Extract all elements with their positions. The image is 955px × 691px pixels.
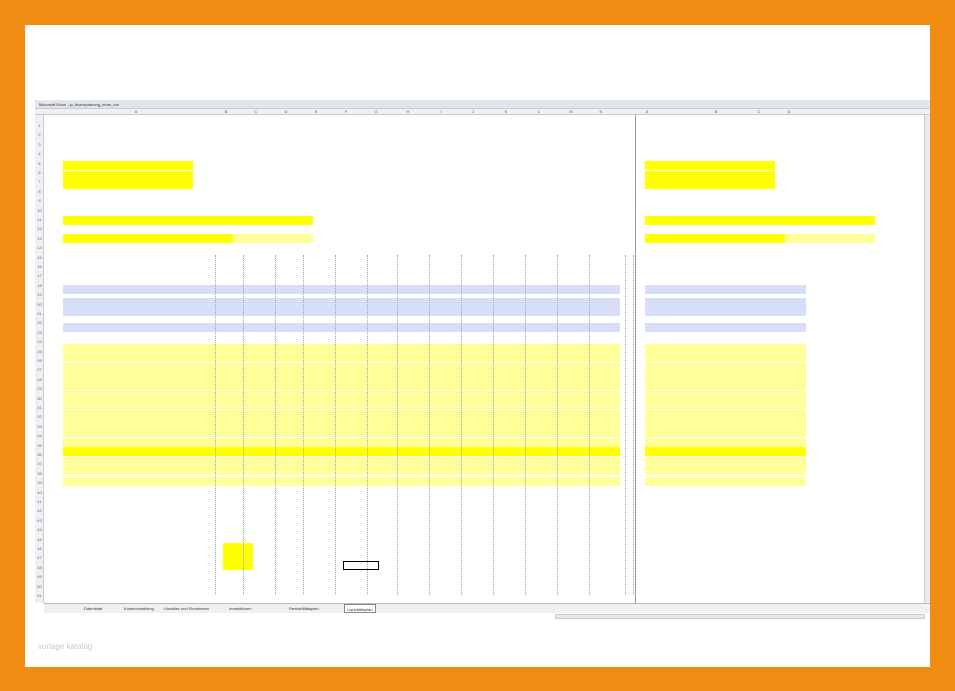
column-header[interactable]: N	[599, 109, 603, 114]
row-header[interactable]: 6	[38, 170, 41, 175]
column-header[interactable]: F	[344, 109, 348, 114]
einzahlung-row-band	[63, 298, 620, 307]
row-header[interactable]: 34	[37, 433, 42, 439]
grid-line	[625, 255, 626, 595]
auszahlung-row-band	[645, 438, 806, 447]
vst-period-input	[233, 234, 313, 243]
grid-line	[493, 255, 494, 595]
einzahlungen-band	[645, 285, 806, 294]
grid-line	[243, 255, 244, 595]
row-header[interactable]: 17	[37, 273, 42, 279]
auszahlung-row-band	[645, 428, 806, 437]
einzahlung-row-band	[645, 298, 806, 307]
row-header[interactable]: 31	[37, 405, 42, 410]
grid-line	[461, 255, 462, 595]
horizontal-scrollbar[interactable]	[555, 614, 925, 619]
column-header[interactable]: G	[374, 109, 378, 114]
auszahlung-row-band	[63, 391, 620, 400]
column-header[interactable]: A	[645, 109, 649, 114]
auszahlung-row-band	[645, 353, 806, 362]
auszahlung-row-band	[63, 447, 620, 456]
row-header[interactable]: 14	[37, 245, 42, 251]
row-header[interactable]: 49	[37, 574, 42, 580]
row-header[interactable]: 16	[37, 264, 42, 269]
grid-line	[525, 255, 526, 595]
row-header[interactable]: 28	[37, 376, 42, 382]
row-header[interactable]: 13	[37, 235, 42, 241]
summe-auszahlungen-band	[63, 477, 620, 486]
row-header[interactable]: 21	[37, 311, 42, 316]
auszahlung-row-band	[645, 381, 806, 390]
column-headers	[35, 109, 930, 115]
auszahlung-row-band	[645, 372, 806, 381]
row-header[interactable]: 51	[37, 593, 42, 598]
vst-period-input	[785, 234, 875, 243]
row-header[interactable]: 36	[37, 452, 42, 457]
grid-line	[429, 255, 430, 595]
row-header[interactable]: 20	[37, 301, 42, 307]
column-header[interactable]: I	[440, 109, 442, 114]
auszahlungen-band	[63, 344, 620, 353]
auszahlung-row-band	[63, 372, 620, 381]
row-header[interactable]: 8	[38, 188, 41, 194]
row-header[interactable]: 11	[37, 217, 42, 222]
ust-period-input	[785, 216, 875, 225]
sheet-tabs	[44, 603, 930, 613]
assumption-input-cell	[645, 171, 775, 180]
selected-cell[interactable]	[343, 561, 379, 570]
summe-auszahlungen-band	[645, 477, 806, 486]
auszahlungen-band	[645, 344, 806, 353]
row-header[interactable]: 3	[38, 141, 41, 147]
summe-einzahlungen-band	[645, 323, 806, 332]
sheet-tab-0[interactable]: Datenblatt	[84, 606, 103, 611]
vst-input	[63, 234, 233, 243]
row-header[interactable]: 18	[37, 282, 42, 288]
einzahlung-row-band	[63, 307, 620, 316]
row-headers	[35, 115, 44, 603]
row-header[interactable]: 43	[37, 517, 42, 523]
grid-line	[303, 255, 304, 595]
spreadsheet-window	[35, 100, 930, 640]
column-header[interactable]: B	[714, 109, 718, 114]
row-header[interactable]: 45	[37, 536, 42, 542]
auszahlung-row-band	[63, 457, 620, 466]
sheet-tab-1[interactable]: Kostenverteilung	[124, 606, 154, 611]
extra-input	[223, 561, 253, 570]
einzahlung-row-band	[645, 307, 806, 316]
row-header[interactable]: 44	[37, 527, 42, 533]
assumption-input-cell	[645, 161, 775, 170]
column-header[interactable]: B	[224, 109, 228, 114]
row-header[interactable]: 4	[38, 151, 41, 157]
auszahlung-row-band	[63, 363, 620, 372]
grid-line	[589, 255, 590, 595]
vst-input	[645, 234, 785, 243]
row-header[interactable]: 32	[37, 414, 42, 420]
summe-einzahlungen-band	[63, 323, 620, 332]
grid-line	[557, 255, 558, 595]
row-header[interactable]: 40	[37, 489, 42, 495]
auszahlung-row-band	[645, 391, 806, 400]
row-header[interactable]: 23	[37, 329, 42, 335]
sheet-tab-2[interactable]: Umsätze und Einnahmen	[164, 606, 209, 611]
ust-period-input	[233, 216, 313, 225]
row-header[interactable]: 37	[37, 461, 42, 467]
row-header[interactable]: 15	[37, 254, 42, 260]
watermark: vorlage katalog	[38, 642, 93, 651]
auszahlung-row-band	[63, 353, 620, 362]
row-header[interactable]: 35	[37, 442, 42, 448]
column-header[interactable]: C	[254, 109, 258, 114]
auszahlung-row-band	[645, 400, 806, 409]
vertical-scrollbar[interactable]	[924, 115, 930, 603]
row-header[interactable]: 27	[37, 367, 42, 373]
row-header[interactable]: 48	[37, 564, 42, 570]
row-header[interactable]: 22	[37, 320, 42, 326]
row-header[interactable]: 38	[37, 470, 42, 476]
grid-line	[275, 255, 276, 595]
row-header[interactable]: 2	[38, 132, 41, 138]
auszahlung-row-band	[63, 419, 620, 428]
auszahlung-row-band	[645, 447, 806, 456]
row-header[interactable]: 46	[37, 546, 42, 551]
auszahlung-row-band	[63, 410, 620, 419]
auszahlung-row-band	[645, 410, 806, 419]
grid-line	[215, 255, 216, 595]
sheet-tab-3[interactable]: Investitionen	[229, 606, 252, 611]
column-header[interactable]: D	[284, 109, 288, 114]
auszahlung-row-band	[63, 466, 620, 475]
row-header[interactable]: 5	[38, 160, 41, 166]
split-line	[635, 115, 636, 603]
grid-line	[335, 255, 336, 595]
grid-line	[633, 255, 634, 595]
column-header[interactable]: A	[134, 109, 138, 114]
row-header[interactable]: 47	[37, 555, 42, 561]
extra-input	[223, 552, 253, 561]
row-header[interactable]: 9	[38, 198, 41, 204]
row-header[interactable]: 41	[37, 499, 42, 504]
auszahlung-row-band	[63, 428, 620, 437]
auszahlung-row-band	[645, 419, 806, 428]
column-header[interactable]: M	[569, 109, 573, 114]
row-header[interactable]: 33	[37, 423, 42, 429]
column-header[interactable]: H	[406, 109, 410, 114]
grid-line	[367, 255, 368, 595]
sheet-tab-4[interactable]: Rentabilitätsplan	[289, 606, 319, 611]
auszahlung-row-band	[645, 457, 806, 466]
row-header[interactable]: 42	[37, 508, 42, 514]
row-header[interactable]: 26	[37, 358, 42, 363]
einzahlungen-band	[63, 285, 620, 294]
column-header[interactable]: K	[504, 109, 508, 114]
row-header[interactable]: 7	[38, 179, 41, 185]
auszahlung-row-band	[63, 381, 620, 390]
row-header[interactable]: 29	[37, 386, 42, 392]
sheet-tab-5[interactable]: Liquiditätsplan	[344, 604, 376, 613]
column-header[interactable]: J	[472, 109, 474, 114]
row-header[interactable]: 50	[37, 583, 42, 589]
row-header[interactable]: 1	[38, 123, 41, 128]
row-header[interactable]: 19	[37, 292, 42, 298]
assumption-input-cell	[645, 180, 775, 189]
extra-input	[223, 543, 253, 552]
row-header[interactable]: 24	[37, 339, 42, 345]
row-header[interactable]: 10	[37, 207, 42, 213]
column-header[interactable]: D	[787, 109, 791, 114]
ust-input	[63, 216, 233, 225]
row-header[interactable]: 30	[37, 395, 42, 401]
assumption-input-cell	[63, 171, 193, 180]
row-header[interactable]: 25	[37, 348, 42, 354]
grid-line	[397, 255, 398, 595]
auszahlung-row-band	[63, 400, 620, 409]
auszahlung-row-band	[63, 438, 620, 447]
row-header[interactable]: 12	[37, 226, 42, 232]
window-title: Microsoft Excel - ip_finanzplanung_ohne_mb	[35, 100, 930, 109]
ust-input	[645, 216, 785, 225]
column-header[interactable]: E	[314, 109, 318, 114]
frame	[25, 25, 930, 667]
auszahlung-row-band	[645, 466, 806, 475]
auszahlung-row-band	[645, 363, 806, 372]
assumption-input-cell	[63, 161, 193, 170]
column-header[interactable]: L	[537, 109, 541, 114]
column-header[interactable]: C	[757, 109, 761, 114]
assumption-input-cell	[63, 180, 193, 189]
row-header[interactable]: 39	[37, 480, 42, 486]
